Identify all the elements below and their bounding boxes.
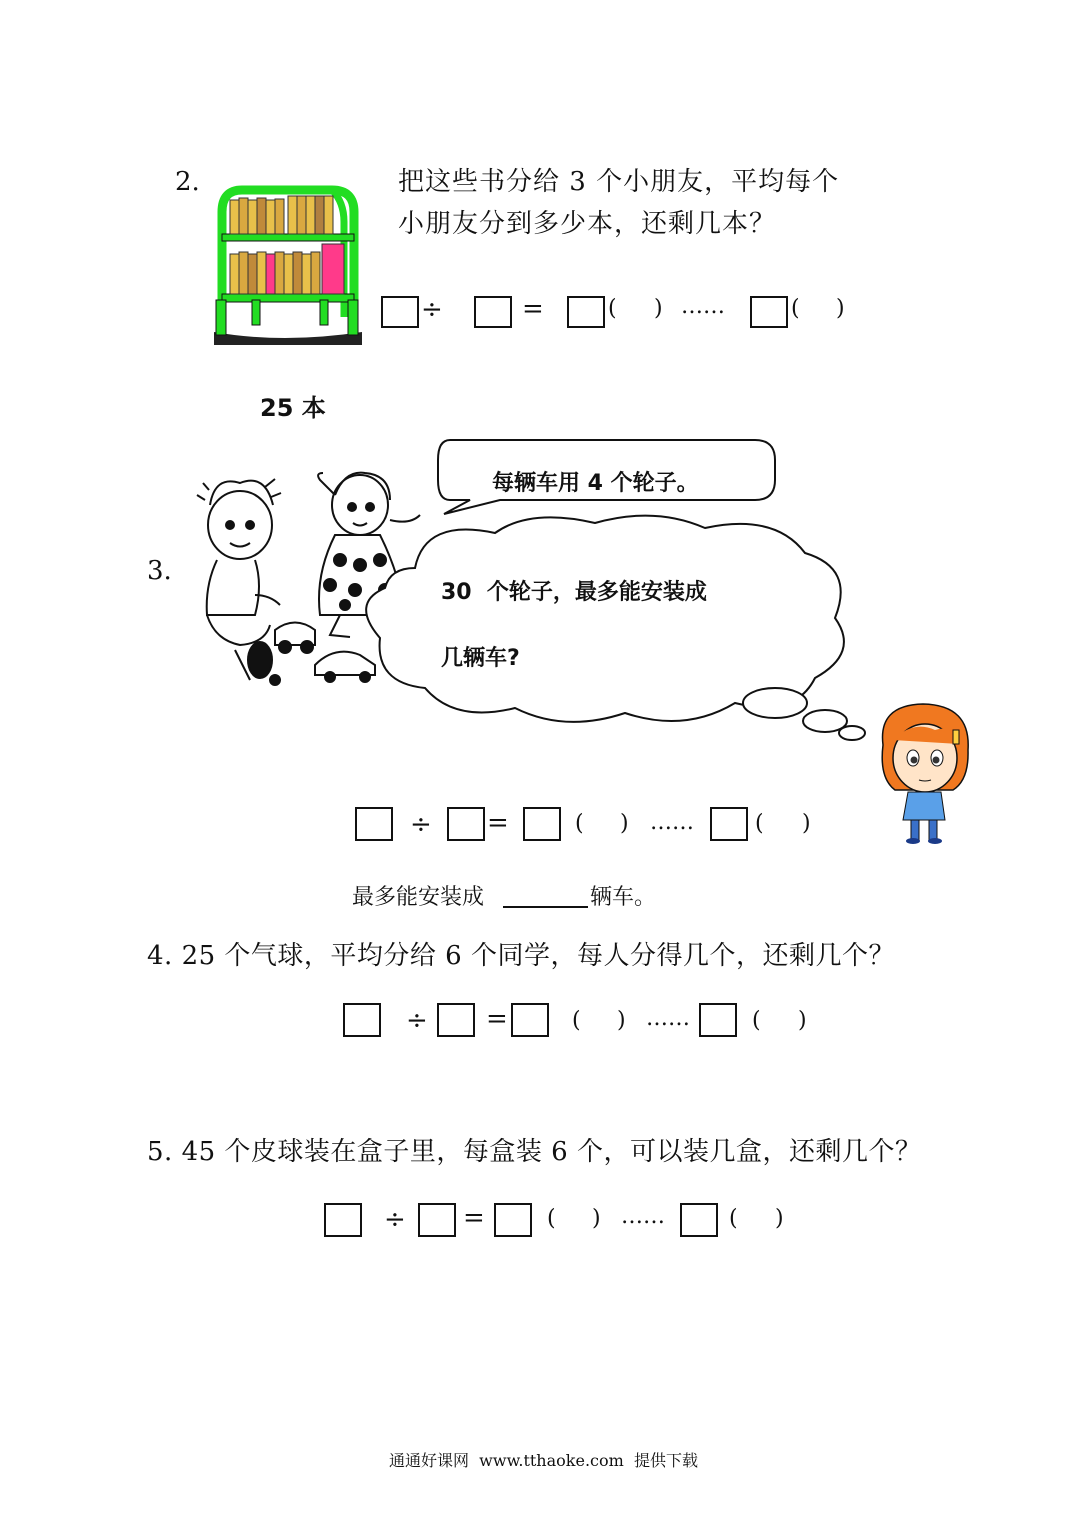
q2-dividend-box[interactable]	[381, 296, 419, 328]
q2-remainder-box[interactable]	[750, 296, 788, 328]
q2-quotient-unit-open: (	[608, 296, 617, 321]
q4-quotient-unit-open: (	[572, 1008, 581, 1033]
q3-answer-suffix: 辆车。	[590, 885, 657, 910]
q5-dividend-box[interactable]	[324, 1203, 362, 1237]
q2-prompt-line1: 把这些书分给 3 个小朋友，平均每个	[398, 167, 840, 197]
q2-remainder-unit-open: (	[791, 296, 800, 321]
q5-remainder-ellipsis: ……	[621, 1204, 665, 1229]
q5-quotient-unit-open: (	[547, 1206, 556, 1231]
girl-thinking-illustration	[873, 700, 978, 845]
q4-divide-sign: ÷	[406, 1006, 428, 1036]
q5-prompt: 5. 45 个皮球装在盒子里，每盒装 6 个，可以装几盒，还剩几个？	[147, 1137, 922, 1167]
q4-equals-sign: =	[486, 1004, 508, 1034]
q2-remainder-unit-close: )	[836, 296, 845, 321]
q2-book-count-caption: 25 本	[260, 394, 326, 422]
q5-divide-sign: ÷	[384, 1205, 406, 1235]
q2-remainder-ellipsis: ……	[681, 294, 725, 319]
q5-remainder-unit-open: (	[729, 1206, 738, 1231]
q3-quotient-unit-blank[interactable]	[588, 811, 620, 837]
q2-number: 2.	[175, 167, 200, 197]
q4-quotient-unit-close: )	[617, 1008, 626, 1033]
q4-quotient-unit-blank[interactable]	[585, 1007, 617, 1033]
q5-equals-sign: =	[463, 1203, 485, 1233]
q3-divide-sign: ÷	[410, 810, 432, 840]
q3-answer-prefix: 最多能安装成	[352, 885, 485, 910]
q4-dividend-box[interactable]	[343, 1003, 381, 1037]
q5-quotient-box[interactable]	[494, 1203, 532, 1237]
q3-quotient-unit-close: )	[620, 811, 629, 836]
q2-equals-sign: =	[522, 294, 544, 324]
q2-prompt-line2: 小朋友分到多少本，还剩几本？	[398, 209, 777, 239]
q5-quotient-unit-blank[interactable]	[560, 1205, 592, 1231]
q4-quotient-box[interactable]	[511, 1003, 549, 1037]
q2-quotient-unit-blank[interactable]	[620, 297, 654, 323]
q4-remainder-ellipsis: ……	[646, 1006, 690, 1031]
q5-remainder-box[interactable]	[680, 1203, 718, 1237]
q5-remainder-unit-close: )	[775, 1206, 784, 1231]
q3-quotient-box[interactable]	[523, 807, 561, 841]
speech-bubble-text: 每辆车用 4 个轮子。	[492, 471, 699, 496]
bookshelf-illustration	[212, 182, 367, 347]
q3-remainder-box[interactable]	[710, 807, 748, 841]
q4-remainder-unit-open: (	[752, 1008, 761, 1033]
q4-remainder-box[interactable]	[699, 1003, 737, 1037]
q2-divide-sign: ÷	[421, 295, 443, 325]
q3-remainder-unit-open: (	[755, 811, 764, 836]
thought-cloud-line1: 30 个轮子，最多能安装成	[441, 580, 707, 605]
thought-cloud	[355, 508, 870, 743]
q3-dividend-box[interactable]	[355, 807, 393, 841]
q2-divisor-box[interactable]	[474, 296, 512, 328]
q3-equals-sign: =	[487, 808, 509, 838]
page-footer: 通通好课网 www.tthaoke.com 提供下载	[389, 1451, 698, 1470]
q3-quotient-unit-open: (	[575, 811, 584, 836]
q5-remainder-unit-blank[interactable]	[742, 1205, 774, 1231]
q3-remainder-unit-blank[interactable]	[768, 811, 800, 837]
q4-divisor-box[interactable]	[437, 1003, 475, 1037]
q2-remainder-unit-blank[interactable]	[803, 297, 837, 323]
q3-remainder-unit-close: )	[802, 811, 811, 836]
q5-divisor-box[interactable]	[418, 1203, 456, 1237]
q5-quotient-unit-close: )	[592, 1206, 601, 1231]
q3-number: 3.	[147, 556, 172, 586]
q4-remainder-unit-blank[interactable]	[765, 1007, 797, 1033]
q3-remainder-ellipsis: ……	[650, 810, 694, 835]
q4-remainder-unit-close: )	[798, 1008, 807, 1033]
q2-quotient-unit-close: )	[654, 296, 663, 321]
q3-answer-blank[interactable]	[503, 882, 588, 908]
thought-cloud-line2: 几辆车?	[441, 646, 520, 671]
q2-quotient-box[interactable]	[567, 296, 605, 328]
q3-divisor-box[interactable]	[447, 807, 485, 841]
q4-prompt: 4. 25 个气球，平均分给 6 个同学，每人分得几个，还剩几个？	[147, 941, 895, 971]
